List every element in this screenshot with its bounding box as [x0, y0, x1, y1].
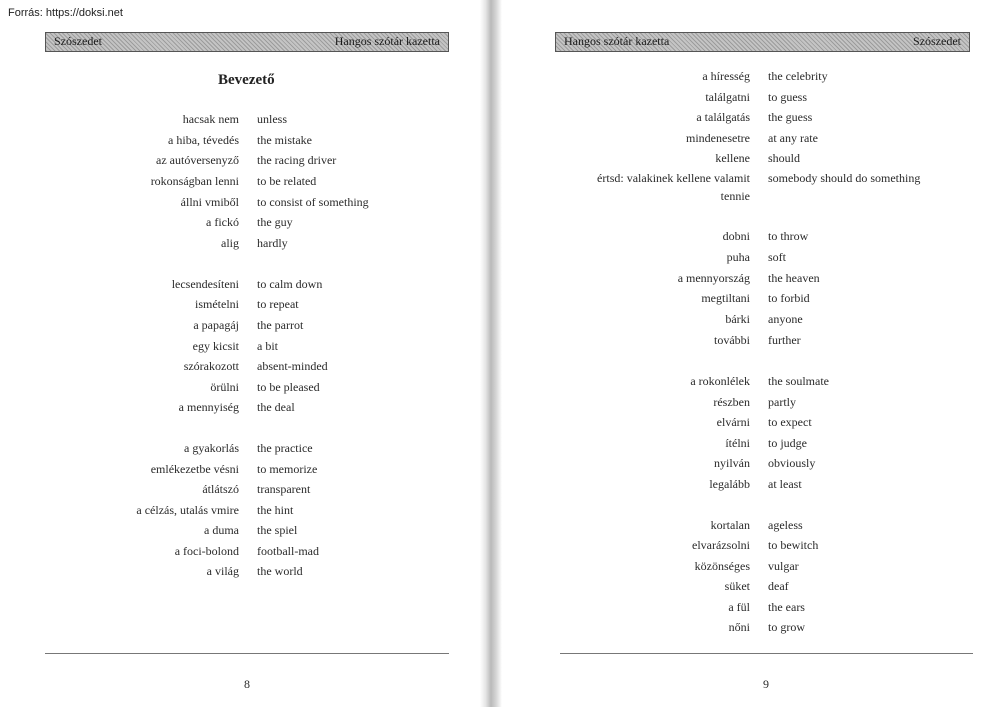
english-translation: to be related — [257, 174, 317, 188]
hungarian-term — [430, 110, 750, 125]
hungarian-term — [0, 195, 239, 210]
english-translation: football-mad — [257, 544, 319, 558]
english-translation: to memorize — [257, 462, 318, 476]
hungarian-term — [430, 415, 750, 430]
hungarian-term — [430, 291, 750, 306]
hungarian-term-text: a találgatás — [696, 110, 750, 124]
english-translation: the celebrity — [768, 69, 828, 83]
english-translation: to calm down — [257, 277, 323, 291]
english-translation: ageless — [768, 518, 803, 532]
english-translation: the ears — [768, 600, 805, 614]
left-page — [0, 0, 490, 707]
english-translation: to expect — [768, 415, 812, 429]
hungarian-term-text: értsd: valakinek kellene valamit — [597, 171, 750, 185]
english-translation: to guess — [768, 90, 807, 104]
english-translation: to bewitch — [768, 538, 819, 552]
hungarian-term-text: süket — [724, 579, 750, 593]
hungarian-term-text: a rokonlélek — [690, 374, 750, 388]
right-header-book: Hangos szótár kazetta — [564, 34, 670, 48]
hungarian-term — [0, 380, 239, 395]
hungarian-term — [0, 236, 239, 251]
hungarian-term — [0, 482, 239, 497]
hungarian-term-text: a híresség — [702, 69, 750, 83]
hungarian-term-text: rokonságban lenni — [150, 174, 239, 188]
english-translation: to consist of something — [257, 195, 369, 209]
hungarian-term-text: állni vmiből — [180, 195, 239, 209]
hungarian-term — [430, 518, 750, 533]
hungarian-term-text: a mennyiség — [178, 400, 239, 414]
hungarian-term-text: egy kicsit — [192, 339, 239, 353]
hungarian-term-text: szórakozott — [183, 359, 239, 373]
hungarian-term — [0, 297, 239, 312]
hungarian-term — [430, 229, 750, 244]
hungarian-term — [430, 559, 750, 574]
hungarian-term — [430, 151, 750, 166]
hungarian-term-text: mindenesetre — [686, 131, 750, 145]
english-translation: deaf — [768, 579, 789, 593]
hungarian-term-text-continued: tennie — [720, 189, 750, 203]
english-translation: the practice — [257, 441, 313, 455]
english-translation: at any rate — [768, 131, 818, 145]
english-translation: somebody should do something — [768, 171, 921, 185]
hungarian-term — [430, 538, 750, 553]
hungarian-term-text: örülni — [210, 380, 239, 394]
hungarian-term-text: bárki — [725, 312, 750, 326]
hungarian-term-text: ítélni — [725, 436, 750, 450]
hungarian-term-text: a fül — [728, 600, 750, 614]
hungarian-term — [0, 215, 239, 230]
english-translation: to grow — [768, 620, 805, 634]
hungarian-term — [0, 153, 239, 168]
hungarian-term — [0, 544, 239, 559]
english-translation: vulgar — [768, 559, 799, 573]
english-translation: to throw — [768, 229, 809, 243]
hungarian-term — [430, 271, 750, 286]
hungarian-term-text: nőni — [728, 620, 750, 634]
hungarian-term-text: nyilván — [714, 456, 750, 470]
source-label: Forrás: https://doksi.net — [8, 7, 123, 19]
hungarian-term — [0, 133, 239, 148]
hungarian-term — [430, 600, 750, 615]
hungarian-term — [430, 171, 750, 204]
hungarian-term — [0, 441, 239, 456]
english-translation: the world — [257, 564, 303, 578]
right-page-header — [555, 32, 970, 52]
hungarian-term-text: megtiltani — [701, 291, 750, 305]
hungarian-term — [430, 477, 750, 492]
hungarian-term-text: lecsendesíteni — [171, 277, 239, 291]
hungarian-term-text: az autóversenyző — [156, 153, 239, 167]
left-page-header — [45, 32, 449, 52]
hungarian-term-text: kellene — [715, 151, 750, 165]
hungarian-term-text: részben — [713, 395, 750, 409]
hungarian-term — [0, 523, 239, 538]
hungarian-term — [430, 579, 750, 594]
english-translation: the heaven — [768, 271, 820, 285]
english-translation: transparent — [257, 482, 311, 496]
hungarian-term — [0, 503, 239, 518]
hungarian-term — [0, 564, 239, 579]
hungarian-term — [0, 112, 239, 127]
left-header-book: Hangos szótár kazetta — [334, 34, 440, 48]
hungarian-term-text: ismételni — [195, 297, 239, 311]
hungarian-term — [430, 395, 750, 410]
hungarian-term-text: a fickó — [206, 215, 239, 229]
english-translation: obviously — [768, 456, 816, 470]
english-translation: at least — [768, 477, 802, 491]
hungarian-term-text: a hiba, tévedés — [168, 133, 239, 147]
hungarian-term — [0, 400, 239, 415]
hungarian-term — [430, 131, 750, 146]
right-footer-rule — [560, 653, 973, 654]
hungarian-term-text: a foci-bolond — [174, 544, 239, 558]
hungarian-term-text: alig — [221, 236, 239, 250]
hungarian-term-text: a világ — [206, 564, 239, 578]
english-translation: the hint — [257, 503, 294, 517]
english-translation: anyone — [768, 312, 803, 326]
hungarian-term — [0, 174, 239, 189]
hungarian-term-text: a célzás, utalás vmire — [136, 503, 239, 517]
hungarian-term-text: hacsak nem — [182, 112, 239, 126]
hungarian-term — [0, 339, 239, 354]
hungarian-term-text: találgatni — [705, 90, 750, 104]
english-translation: the guy — [257, 215, 293, 229]
hungarian-term-text: a papagáj — [193, 318, 239, 332]
english-translation: to be pleased — [257, 380, 320, 394]
english-translation: to repeat — [257, 297, 299, 311]
left-page-number: 8 — [244, 677, 250, 691]
hungarian-term — [430, 436, 750, 451]
english-translation: to forbid — [768, 291, 810, 305]
left-footer-rule — [45, 653, 449, 654]
english-translation: partly — [768, 395, 796, 409]
hungarian-term — [0, 359, 239, 374]
hungarian-term-text: puha — [726, 250, 750, 264]
hungarian-term-text: elvárni — [716, 415, 750, 429]
hungarian-term-text: a duma — [204, 523, 239, 537]
english-translation: to judge — [768, 436, 807, 450]
hungarian-term-text: elvarázsolni — [692, 538, 750, 552]
hungarian-term — [430, 250, 750, 265]
hungarian-term — [430, 312, 750, 327]
english-translation: should — [768, 151, 801, 165]
hungarian-term-text: a gyakorlás — [184, 441, 239, 455]
hungarian-term-text: átlátszó — [202, 482, 239, 496]
right-header-section: Szószedet — [913, 34, 961, 48]
english-translation: the parrot — [257, 318, 304, 332]
english-translation: the racing driver — [257, 153, 337, 167]
english-translation: further — [768, 333, 801, 347]
hungarian-term-text: további — [714, 333, 750, 347]
hungarian-term-text: a mennyország — [677, 271, 750, 285]
english-translation: unless — [257, 112, 287, 126]
english-translation: the deal — [257, 400, 295, 414]
hungarian-term-text: közönséges — [694, 559, 750, 573]
hungarian-term-text: dobni — [722, 229, 750, 243]
left-header-section: Szószedet — [54, 34, 102, 48]
english-translation: absent-minded — [257, 359, 328, 373]
hungarian-term-text: kortalan — [710, 518, 750, 532]
hungarian-term — [430, 620, 750, 635]
hungarian-term — [430, 374, 750, 389]
hungarian-term — [430, 333, 750, 348]
hungarian-term — [430, 90, 750, 105]
hungarian-term-text: emlékezetbe vésni — [150, 462, 239, 476]
english-translation: the guess — [768, 110, 813, 124]
right-page-number: 9 — [763, 677, 769, 691]
english-translation: soft — [768, 250, 786, 264]
page-title: Bevezető — [218, 72, 275, 88]
english-translation: a bit — [257, 339, 278, 353]
english-translation: the spiel — [257, 523, 298, 537]
hungarian-term — [0, 277, 239, 292]
english-translation: hardly — [257, 236, 288, 250]
hungarian-term — [430, 69, 750, 84]
hungarian-term-text: legalább — [709, 477, 750, 491]
right-page — [505, 0, 1000, 707]
hungarian-term — [0, 462, 239, 477]
hungarian-term — [430, 456, 750, 471]
english-translation: the mistake — [257, 133, 312, 147]
english-translation: the soulmate — [768, 374, 829, 388]
hungarian-term — [0, 318, 239, 333]
